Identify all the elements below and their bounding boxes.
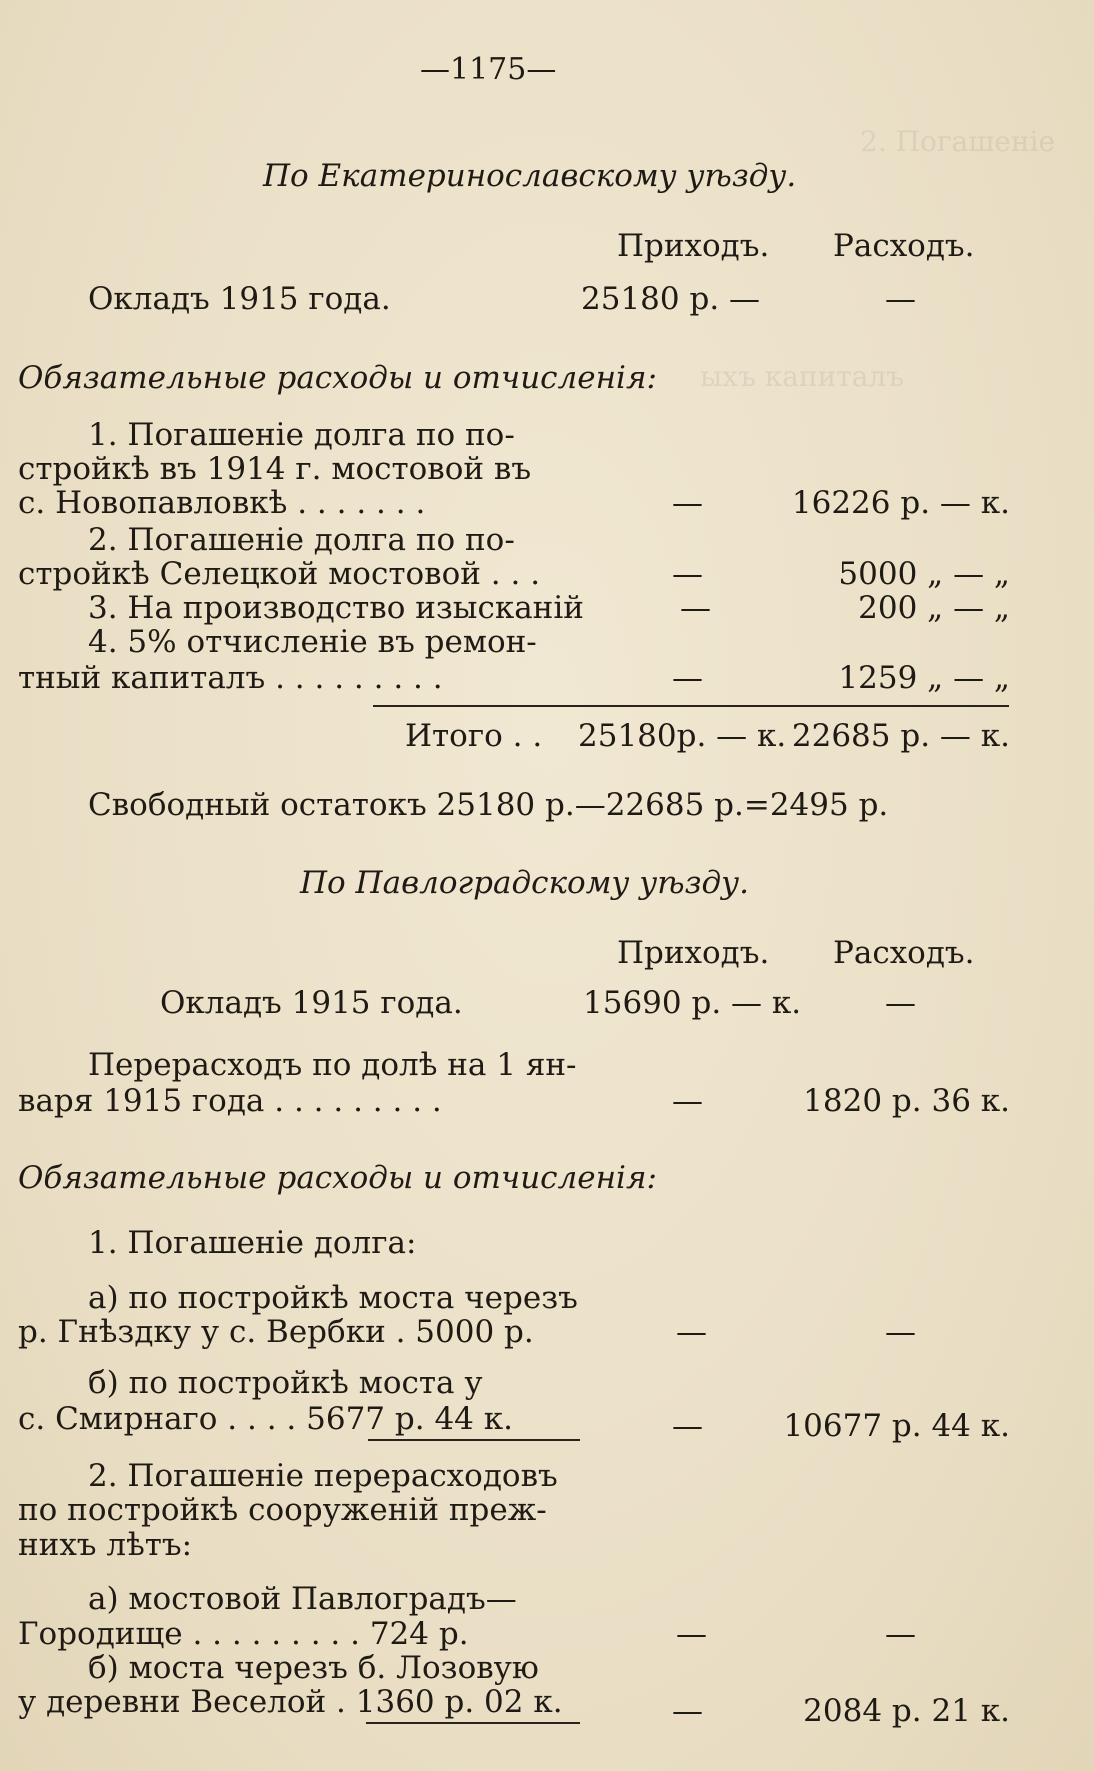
item-expense: 2084 р. 21 к. — [803, 1693, 1010, 1729]
column-header-income: Приходъ. — [617, 228, 770, 264]
item-line: б) по постройкѣ моста у — [88, 1365, 483, 1401]
bleed-through-text: ыхъ капиталъ — [700, 360, 905, 393]
item-line: Городище . . . . . . . . . 724 р. — [18, 1616, 469, 1652]
overrun-line: Перерасходъ по долѣ на 1 ян- — [88, 1047, 577, 1083]
section-title: По Павлоградскому уѣзду. — [300, 865, 749, 901]
overrun-heading-line: нихъ лѣтъ: — [18, 1527, 193, 1563]
item-line: б) моста черезъ б. Лозовую — [88, 1650, 539, 1686]
column-header-expense: Расходъ. — [833, 935, 975, 971]
debt-heading: 1. Погашеніе долга: — [88, 1225, 417, 1261]
page-number: —1175— — [420, 52, 557, 87]
item-line: 2. Погашеніе долга по по- — [88, 522, 515, 558]
subtotal-rule — [366, 1722, 580, 1724]
item-line: а) по постройкѣ моста черезъ — [88, 1280, 578, 1316]
section-title: По Екатеринославскому уѣзду. — [263, 158, 797, 194]
total-expense: 22685 р. — к. — [791, 718, 1010, 754]
total-rule — [373, 705, 1009, 707]
item-expense: — — [885, 1314, 916, 1350]
item-line: с. Новопавловкѣ . . . . . . . — [18, 485, 426, 521]
item-income: — — [672, 556, 703, 592]
item-line: тный капиталъ . . . . . . . . . — [18, 660, 443, 696]
item-line: стройкѣ въ 1914 г. мостовой въ — [18, 451, 532, 487]
total-income: 25180р. — к. — [578, 718, 787, 754]
item-expense: 200 „ — „ — [858, 590, 1010, 626]
item-line: с. Смирнаго . . . . 5677 р. 44 к. — [18, 1401, 513, 1437]
item-expense: 10677 р. 44 к. — [783, 1408, 1010, 1444]
item-expense: 5000 „ — „ — [838, 556, 1010, 592]
item-income: — — [672, 1693, 703, 1729]
salary-label: Окладъ 1915 года. — [160, 985, 463, 1021]
item-income: — — [672, 1408, 703, 1444]
balance-line: Свободный остатокъ 25180 р.—22685 р.=2495 р. — [88, 787, 889, 823]
item-expense: 1259 „ — „ — [838, 660, 1010, 696]
item-income: — — [672, 660, 703, 696]
item-income: — — [680, 590, 711, 626]
bleed-through-text: 2. Погашеніе — [860, 125, 1056, 158]
salary-income: 25180 р. — — [581, 281, 761, 317]
obligatory-heading: Обязательные расходы и отчисленія: — [18, 1160, 657, 1196]
overrun-line: варя 1915 года . . . . . . . . . — [18, 1083, 442, 1119]
item-line: 3. На производство изысканій — [88, 590, 584, 626]
item-expense: 16226 р. — к. — [791, 485, 1010, 521]
item-line: а) мостовой Павлоградъ— — [88, 1581, 517, 1617]
item-line: р. Гнѣздку у с. Вербки . 5000 р. — [18, 1314, 534, 1350]
salary-expense: — — [885, 281, 916, 317]
column-header-income: Приходъ. — [617, 935, 770, 971]
overrun-expense: 1820 р. 36 к. — [803, 1083, 1010, 1119]
salary-expense: — — [885, 985, 916, 1021]
overrun-heading-line: 2. Погашеніе перерасходовъ — [88, 1458, 558, 1494]
item-line: стройкѣ Селецкой мостовой . . . — [18, 556, 541, 592]
item-line: 1. Погашеніе долга по по- — [88, 417, 515, 453]
item-expense: — — [885, 1616, 916, 1652]
item-income: — — [676, 1314, 707, 1350]
overrun-income: — — [672, 1083, 703, 1119]
column-header-expense: Расходъ. — [833, 228, 975, 264]
total-label: Итого . . — [405, 718, 543, 754]
subtotal-rule — [368, 1439, 580, 1441]
item-line: у деревни Веселой . 1360 р. 02 к. — [18, 1684, 563, 1720]
item-income: — — [676, 1616, 707, 1652]
item-income: — — [672, 485, 703, 521]
item-line: 4. 5% отчисленіе въ ремон- — [88, 624, 537, 660]
obligatory-heading: Обязательные расходы и отчисленія: — [18, 360, 657, 396]
salary-label: Окладъ 1915 года. — [88, 281, 391, 317]
salary-income: 15690 р. — к. — [583, 985, 802, 1021]
overrun-heading-line: по постройкѣ сооруженій преж- — [18, 1492, 547, 1528]
